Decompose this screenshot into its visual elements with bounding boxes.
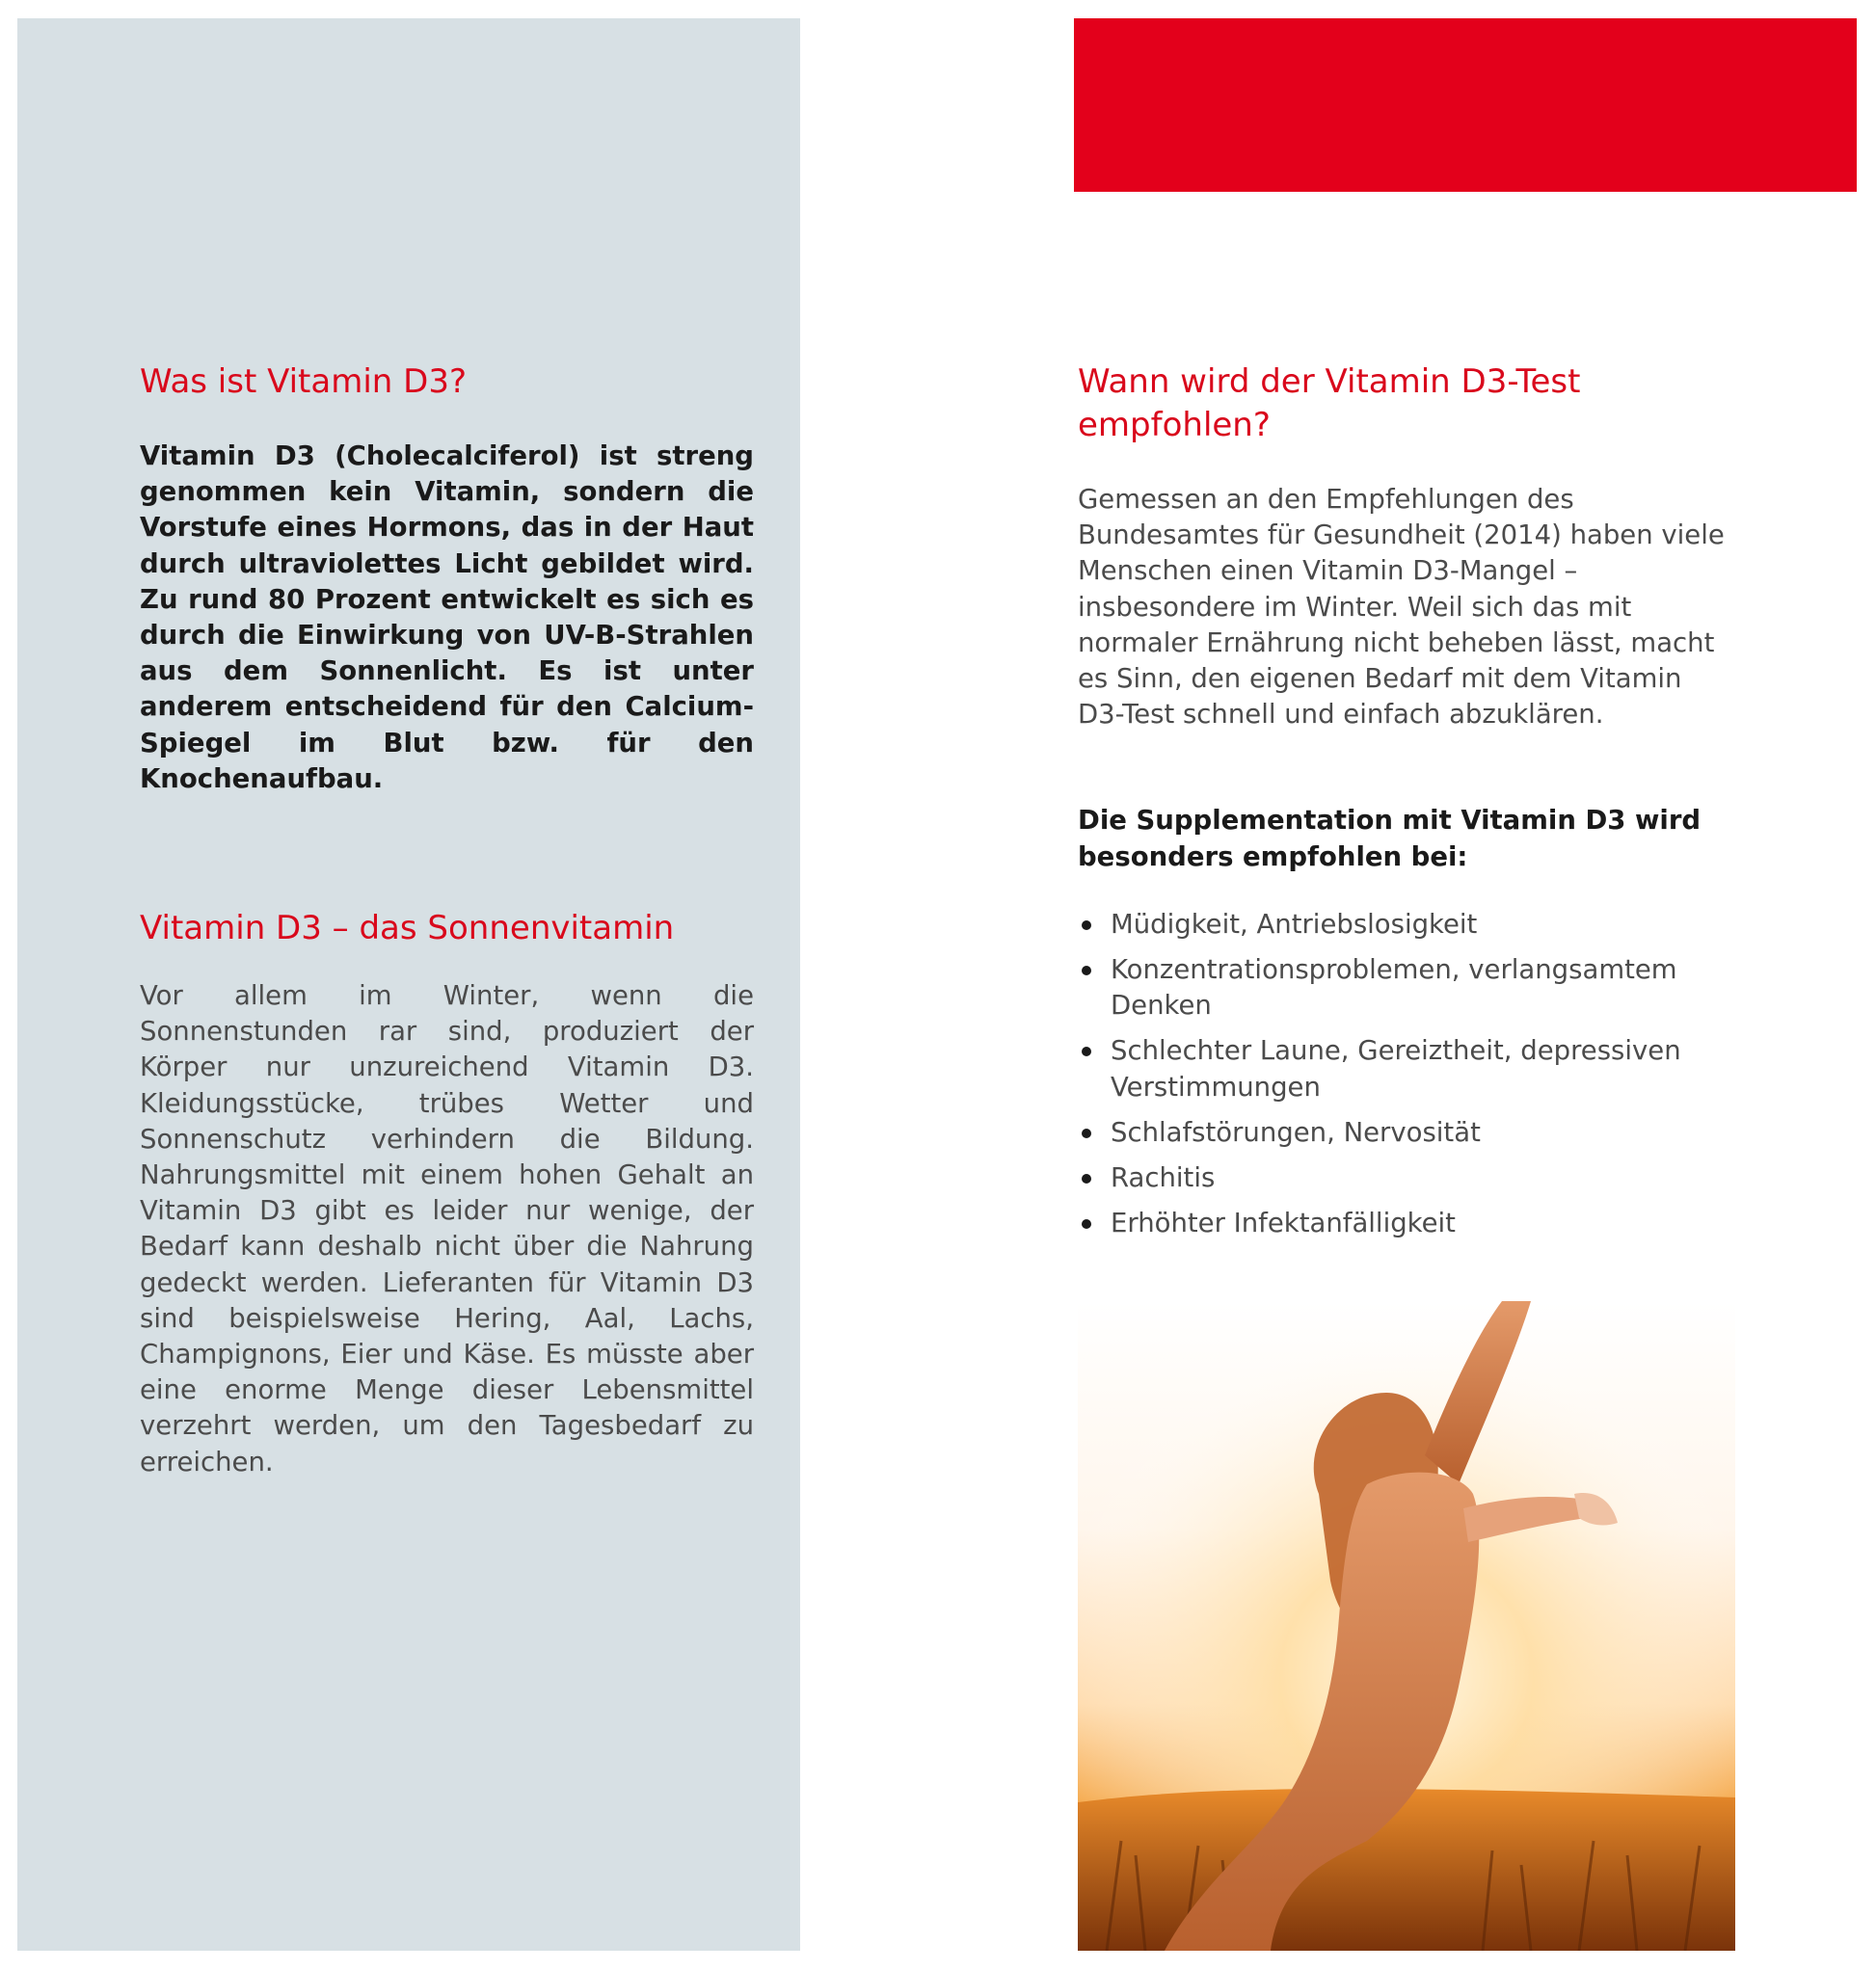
section-body: Gemessen an den Empfehlungen des Bundesamtes für Gesundheit (2014) haben viele Menschen einen Vitamin D3-Mangel – insbesondere im Winter. Weil sich das mit normaler Ernährung nicht beheben lässt, macht es Sinn, den eigenen Bedarf mit dem Vitamin D3-Test schnell und einfach abzuklären. [1078,484,1725,731]
list-item: Schlafstörungen, Nervosität [1078,1115,1735,1151]
list-item: Müdigkeit, Antriebslosigkeit [1078,907,1735,943]
section-wann-test [1078,360,1735,1251]
symptom-list [1078,907,1735,1242]
bullet-icon [1082,1047,1091,1056]
bullet-icon [1082,1129,1091,1138]
red-header-band [1074,18,1857,192]
list-item: Erhöhter Infektanfälligkeit [1078,1206,1735,1241]
section-sonnenvitamin [140,907,754,1480]
wheat-field [1078,1789,1735,1951]
section-body: Vor allem im Winter, wenn die Sonnenstunden rar sind, produziert der Körper nur unzureichend Vitamin D3. Kleidungsstücke, trübes Wetter und Sonnenschutz verhindern die Bildung. Nahrungsmittel mit einem hohen Gehalt an Vitamin D3 gibt es leider nur wenige, der Bedarf kann deshalb nicht über die Nahrung gedeckt werden. Lieferanten für Vitamin D3 sind beispielsweise Hering, Aal, Lachs, Champignons, Eier und Käse. Es müsste aber eine enorme Menge dieser Lebensmittel verzehrt werden, um den Tagesbedarf zu erreichen. [140,980,754,1478]
section-heading: Was ist Vitamin D3? [140,362,468,401]
section-heading: Vitamin D3 – das Sonnenvitamin [140,909,675,947]
section-heading: Wann wird der Vitamin D3-Test empfohlen? [1078,362,1581,444]
bullet-icon [1082,966,1091,975]
section-was-ist-vitamin-d3 [140,360,754,797]
list-item: Schlechter Laune, Gereiztheit, depressiven Verstimmungen [1078,1033,1735,1105]
sunlight-woman-photo [1078,1301,1735,1951]
bullet-icon [1082,920,1091,930]
photo-illustration [1078,1301,1735,1951]
list-item: Konzentrationsproblemen, verlangsamtem Denken [1078,952,1735,1024]
list-item: Rachitis [1078,1160,1735,1196]
list-intro: Die Supplementation mit Vitamin D3 wird besonders empfohlen bei: [1078,805,1702,872]
bullet-icon [1082,1174,1091,1184]
section-body: Vitamin D3 (Cholecalciferol) ist streng genommen kein Vitamin, sondern die Vorstufe eines Hormons, das in der Haut durch ultraviolettes Licht gebildet wird. Zu rund 80 Prozent entwickelt es sich es durch die Einwirkung von UV-B-Strahlen aus dem Sonnenlicht. Es ist unter anderem entscheidend für den Calcium-Spiegel im Blut bzw. für den Knochenaufbau. [140,440,754,794]
bullet-icon [1082,1219,1091,1229]
